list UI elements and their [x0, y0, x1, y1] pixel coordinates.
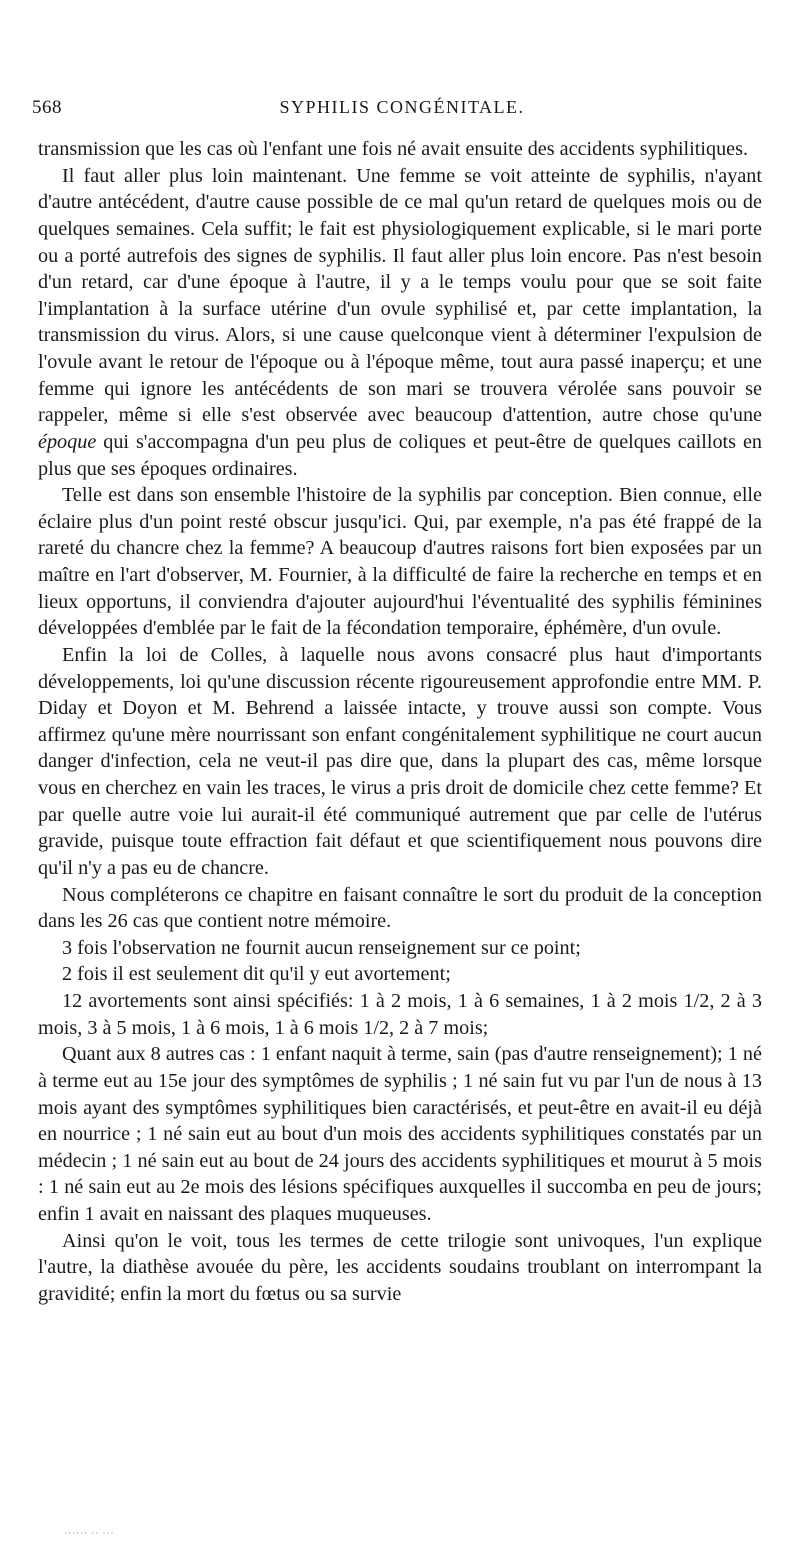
list-item-avortement: 2 fois il est seulement dit qu'il y eut avortement; [62, 963, 451, 986]
running-title: SYPHILIS CONGÉNITALE. [279, 97, 525, 117]
paragraph-loi-de-colles: Enfin la loi de Colles, à laquelle nous avons consacré plus haut d'importants développements, loi qu'une discussion récente rigoureusement approfondie entre MM. P. Diday et Doyon et M. Behrend a laissée intacte, y trouve aussi son compte. Vous affirmez qu'une mère nourrissant son enfant congénitalement syphilitique ne court aucun danger d'infection, cela ne veut-il pas dire que, dans la plupart des cas, même lorsque vous en cherchez en vain les traces, le virus a pris droit de domicile chez cette femme? Et par quelle autre voie lui aurait-il été communiqué autrement que par celle de l'utérus gravide, puisque toute effraction fait défaut et que scientifiquement nous pouvons dire qu'il n'y a pas eu de chancre. [38, 643, 762, 879]
paragraph-syphilis-retard: Il faut aller plus loin maintenant. Une femme se voit atteinte de syphilis, n'ayant d'autre antécédent, d'autre cause possible de ce mal qu'un retard de quelques mois ou de quelques semaines. Cela suffit; le fait est physiologiquement explicable, si le mari porte ou a porté autrefois des signes de syphilis. Il faut aller plus loin encore. Pas n'est besoin d'un retard, car d'une époque à l'autre, il y a le temps voulu pour que se soit faite l'implantation à la surface utérine d'un ovule syphilisé et, par cette implantation, la transmission du virus. Alors, si une cause quelconque vient à déterminer l'expulsion de l'ovule avant le retour de l'époque ou à l'époque même, tout aura passé inaperçu; et une femme qui ignore les antécédents de son mari se trouvera vérolée sans pouvoir se rappeler, même si elle s'est observée avec beaucoup d'attention, autre chose qu'une époque qui s'accompagna d'un peu plus de coliques et peut-être de quelques caillots en plus que ses époques ordinaires. [38, 164, 763, 480]
footer-rule: ······ ·· ··· [64, 1528, 115, 1538]
paragraph-histoire-conception: Telle est dans son ensemble l'histoire de la syphilis par conception. Bien connue, elle éclaire plus d'un point resté obscur jusqu'ici. Qui, par exemple, n'a pas été frappé de la rareté du chancre chez la femme? A beaucoup d'autres raisons fort bien exposées par un maître en l'art d'observer, M. Fournier, à la difficulté de faire la recherche en temps et en lieux opportuns, il conviendra d'ajouter aujourd'hui l'éventualité des syphilis féminines développées d'emblée par le fait de la fécondation temporaire, éphémère, d'un ovule. [38, 484, 762, 640]
list-item-observation: 3 fois l'observation ne fournit aucun renseignement sur ce point; [62, 936, 581, 959]
page-header [32, 97, 772, 127]
list-item-avortements-specifies: 12 avortements sont ainsi spécifiés: 1 à 2 mois, 1 à 6 semaines, 1 à 2 mois 1/2, 2 à 3 mois, 3 à 5 mois, 1 à 6 mois, 1 à 6 mois 1/2, 2 à 7 mois; [38, 990, 762, 1039]
paragraph-sort-du-produit: Nous compléterons ce chapitre en faisant connaître le sort du produit de la conception dans les 26 cas que contient notre mémoire. [38, 883, 762, 933]
page-number: 568 [32, 97, 62, 118]
emphasized-word: époque [38, 430, 97, 453]
paragraph-autres-cas: Quant aux 8 autres cas : 1 enfant naquit à terme, sain (pas d'autre renseignement); 1 né à terme eut au 15e jour des symptômes de syphilis ; 1 né sain fut vu par l'un de nous à 13 mois ayant des symptômes syphilitiques bien caractérisés, et peut-être en avait-il eu déjà en nourrice ; 1 né sain eut au bout d'un mois des accidents syphilitiques constatés par un médecin ; 1 né sain eut au bout de 24 jours des accidents syphilitiques et mourut à 5 mois : 1 né sain eut au 2e mois des lésions spécifiques auxquelles il succomba en peu de jours; enfin 1 avait en naissant des plaques muqueuses. [38, 1043, 762, 1225]
body-text [38, 136, 762, 1308]
paragraph-trilogie: Ainsi qu'on le voit, tous les termes de cette trilogie sont univoques, l'un explique l'autre, la diathèse avouée du père, les accidents soudains troublant on interrompant la gravidité; enfin la mort du fœtus ou sa survie [38, 1229, 762, 1305]
paragraph-continuation: transmission que les cas où l'enfant une fois né avait ensuite des accidents syphilitiques. [38, 138, 749, 160]
